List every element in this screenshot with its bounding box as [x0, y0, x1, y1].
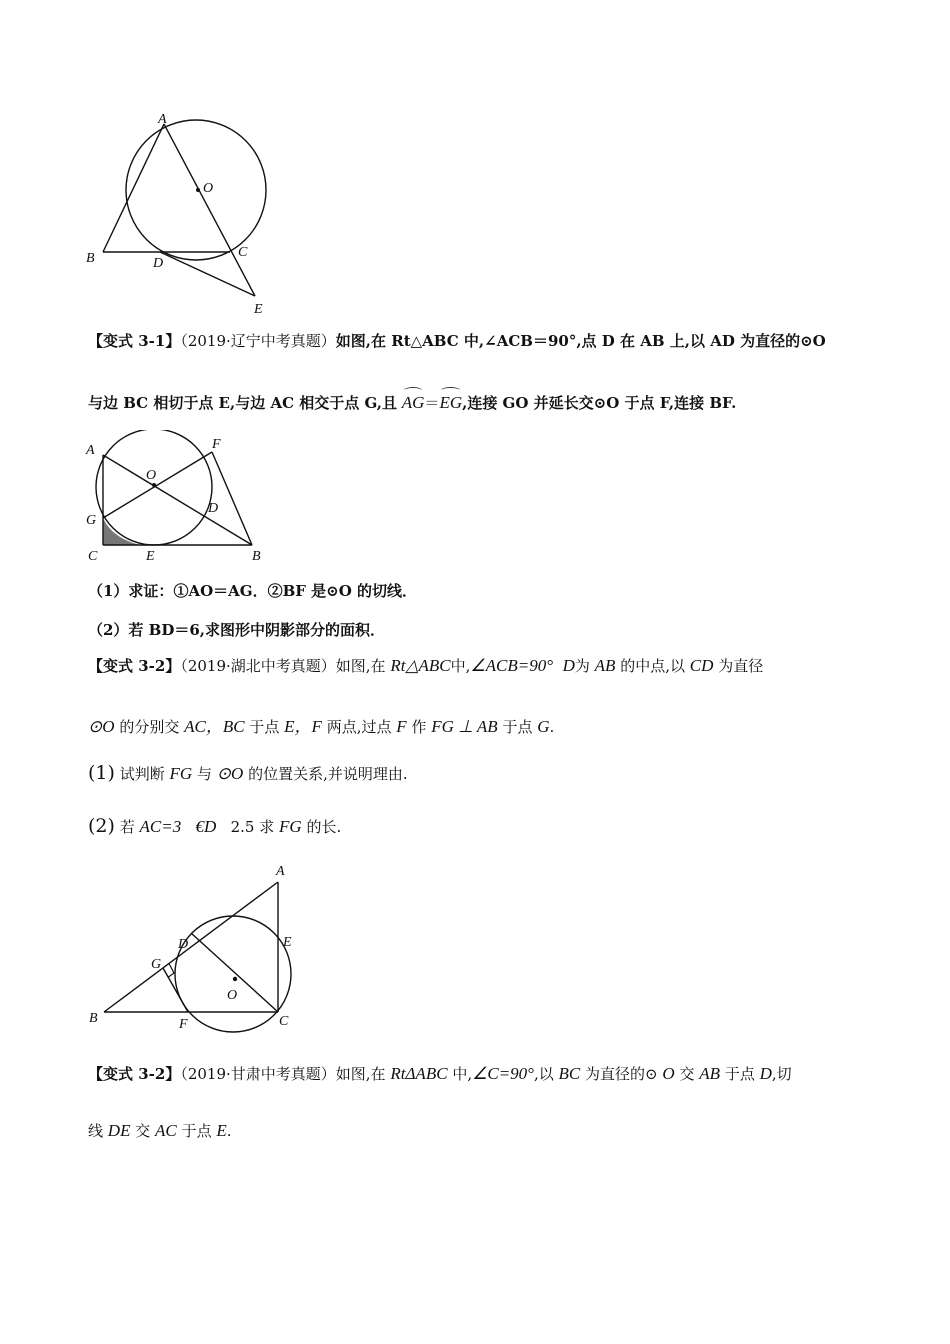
figure-3	[80, 860, 310, 1035]
p32-q1	[88, 762, 408, 784]
p32-q2-t1: 若	[119, 818, 135, 836]
figure-1	[80, 110, 280, 320]
segment-ae	[164, 124, 255, 296]
p33-m1: RtΔABC	[390, 1064, 448, 1083]
p33-m6: D	[759, 1064, 772, 1083]
p33-t7: ,切	[771, 1065, 792, 1083]
p32-line2	[88, 712, 554, 737]
p33-t1: 如图,在	[335, 1065, 386, 1083]
p32-t3: 为	[574, 657, 590, 675]
label-d: D	[208, 501, 219, 516]
label-a: A	[86, 443, 95, 458]
p33-m5: AB	[699, 1064, 721, 1083]
p32-l2-m5: FG ⊥ AB	[431, 717, 498, 736]
p33-l2-m3: E	[216, 1121, 227, 1140]
p32-l2-m4: F	[396, 717, 407, 736]
p31-question2: （2）若 BD＝6,求图形中阴影部分的面积．	[88, 621, 386, 639]
segment-ab	[103, 455, 252, 545]
eq-sign: ＝	[424, 394, 440, 412]
label-b: B	[89, 1011, 98, 1026]
p32-q1-m2: ⊙O	[216, 764, 244, 783]
p33-l2-t3: 于点	[181, 1122, 212, 1140]
p32-q2-t3: 的长.	[306, 818, 342, 836]
label-e: E	[283, 935, 292, 950]
p32-l2-m3: E，F	[284, 717, 322, 736]
p32-q2-m3: 2.5	[230, 818, 255, 836]
p31-source: （2019·辽宁中考真题）	[180, 332, 336, 350]
p33-source: （2019·甘肃中考真题）	[180, 1065, 336, 1083]
p32-l2-t1: 的分别交	[119, 718, 180, 736]
p33-l2-t1: 线	[88, 1122, 104, 1140]
label-g: G	[86, 513, 97, 528]
p32-l2-t2: 于点	[249, 718, 280, 736]
p32-l2-t3: 两点,过点	[326, 718, 392, 736]
p32-source: （2019·湖北中考真题）	[180, 657, 336, 675]
p32-q2-num: (2)	[88, 815, 115, 837]
label-o: O	[227, 988, 238, 1003]
label-a: A	[276, 864, 285, 879]
center-dot	[196, 188, 200, 192]
p32-q2-t2: 求	[259, 818, 275, 836]
p33-l2-t4: .	[226, 1122, 232, 1140]
segment-ab	[103, 124, 164, 252]
p33-m2: ∠C=90°	[472, 1064, 534, 1083]
p32-q1-m1: FG	[169, 764, 193, 783]
arc-ag: AG	[401, 393, 425, 412]
p32-t2: 中,	[450, 657, 471, 675]
p33-t2: 中,	[452, 1065, 473, 1083]
label-o: O	[146, 468, 157, 483]
center-dot	[152, 483, 156, 487]
label-f: F	[212, 437, 221, 452]
label-a: A	[158, 112, 167, 127]
p33-t6: 于点	[724, 1065, 755, 1083]
label-c: C	[238, 245, 248, 260]
label-d: D	[153, 256, 164, 271]
p32-q2-m2: €D	[195, 817, 217, 836]
p33-t3: ,以	[533, 1065, 554, 1083]
arc-eg: EG	[439, 393, 463, 412]
label-c: C	[88, 549, 98, 564]
segment-gf	[103, 452, 212, 518]
p32-q2	[88, 815, 341, 837]
p32-q2-m4: FG	[279, 817, 302, 836]
p31-question1: （1）求证：①AO＝AG．②BF 是⊙O 的切线．	[88, 582, 417, 600]
p32-l2-t6: .	[549, 718, 555, 736]
p33-t4: 为直径的⊙	[585, 1065, 658, 1083]
segment-ab	[104, 882, 278, 1012]
p32-tag: 【变式 3-2】	[88, 657, 181, 675]
p32-t4: 的中点,以	[620, 657, 686, 675]
p32-q1-num: (1)	[88, 762, 115, 784]
p31-line2	[88, 392, 736, 413]
p32-l2-t5: 于点	[502, 718, 533, 736]
p33-l2-m1: DE	[107, 1121, 131, 1140]
p33-line2	[88, 1120, 232, 1141]
p32-m3: D	[562, 656, 575, 675]
p31-text2a: 与边 BC 相切于点 E,与边 AC 相交于点 G,且	[88, 394, 397, 412]
p32-l2-m2: AC，BC	[184, 717, 245, 736]
label-g: G	[151, 957, 162, 972]
label-e: E	[146, 549, 155, 564]
label-d: D	[178, 937, 189, 952]
p31-tag: 【变式 3-1】	[88, 332, 181, 350]
label-o: O	[203, 181, 214, 196]
p32-q2-m1: AC=3	[139, 817, 182, 836]
p33-line1	[88, 1063, 792, 1084]
label-b: B	[252, 549, 261, 564]
segment-fb	[212, 452, 252, 545]
p32-q1-t2: 与	[196, 765, 212, 783]
p33-tag: 【变式 3-2】	[88, 1065, 181, 1083]
right-angle-mark	[169, 964, 175, 978]
p32-m2: ∠ACB=90°	[470, 656, 554, 675]
p32-l2-m6: G	[537, 717, 550, 736]
center-dot	[233, 977, 237, 981]
p32-t1: 如图,在	[335, 657, 386, 675]
p32-m5: CD	[689, 656, 714, 675]
p31-line1	[88, 330, 826, 351]
p32-l2-t4: 作	[411, 718, 427, 736]
p31-text2b: ,连接 GO 并延长交⊙O 于点 F,连接 BF.	[462, 394, 737, 412]
p32-l2-m1: ⊙O	[88, 717, 115, 736]
p31-text1: 如图,在 Rt△ABC 中,∠ACB＝90°,点 D 在 AB 上,以 AD 为直径的⊙O	[335, 332, 826, 350]
p33-t5: 交	[679, 1065, 695, 1083]
p33-l2-m2: AC	[155, 1121, 177, 1140]
p32-q1-t1: 试判断	[119, 765, 165, 783]
figure-2	[80, 430, 280, 565]
p32-t5: 为直径	[718, 657, 764, 675]
p32-line1	[88, 655, 763, 676]
p33-l2-t2: 交	[135, 1122, 151, 1140]
p32-q1-t3: 的位置关系,并说明理由.	[248, 765, 408, 783]
p33-m4: O	[662, 1064, 675, 1083]
label-e: E	[254, 302, 263, 317]
label-c: C	[279, 1014, 289, 1029]
label-f: F	[179, 1017, 188, 1032]
p32-m1: Rt△ABC	[390, 656, 451, 675]
p33-m3: BC	[558, 1064, 581, 1083]
label-b: B	[86, 251, 95, 266]
p32-m4: AB	[594, 656, 616, 675]
